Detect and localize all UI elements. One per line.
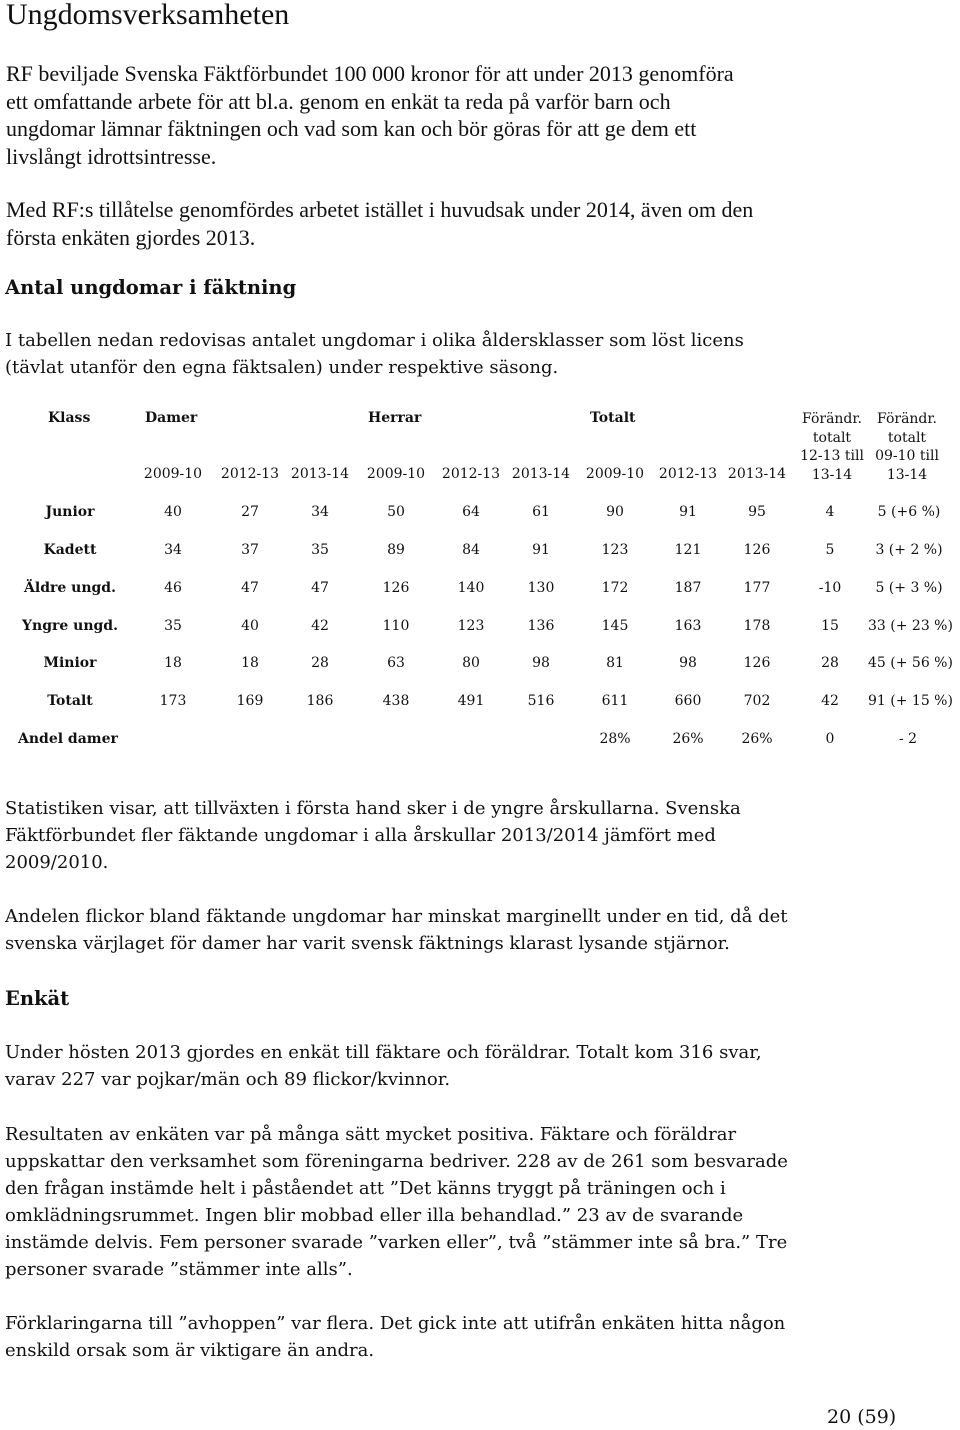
andel-label: Andel damer [18, 731, 118, 747]
stat-line: 2009/2010. [5, 852, 109, 873]
row-label: Junior [45, 504, 95, 520]
table-cell: 28 [311, 655, 329, 671]
header-change-1-line: 12-13 till [800, 448, 864, 464]
table-cell: 18 [241, 655, 259, 671]
table-cell: 61 [532, 504, 550, 520]
table-intro-paragraph [5, 327, 744, 381]
header-damer: Damer [145, 410, 198, 426]
section-title-enkat: Enkät [5, 987, 70, 1010]
season-header: 2012-13 [658, 466, 718, 482]
row-label: Totalt [47, 693, 93, 709]
table-cell: 15 [821, 618, 839, 634]
header-totalt: Totalt [590, 410, 636, 426]
table-cell: 126 [743, 542, 771, 558]
table-cell: 40 [241, 618, 259, 634]
rf-line: Med RF:s tillåtelse genomfördes arbetet istället i huvudsak under 2014, även om den [6, 197, 754, 222]
andel-cell: - 2 [898, 731, 918, 747]
table-cell: 516 [527, 693, 555, 709]
intro-line: RF beviljade Svenska Fäktförbundet 100 000 kronor för att under 2013 genomföra [6, 61, 734, 86]
forklaring-line: Förklaringarna till ”avhoppen” var flera. Det gick inte att utifrån enkäten hitta någon [5, 1313, 786, 1334]
enkat-paragraph [5, 1039, 762, 1093]
table-cell: 702 [743, 693, 771, 709]
season-header: 2012-13 [441, 466, 501, 482]
table-cell: 163 [674, 618, 702, 634]
andelen-paragraph [5, 903, 788, 957]
section-title-antal: Antal ungdomar i fäktning [5, 276, 297, 299]
table-cell: 172 [601, 580, 629, 596]
table-cell: 178 [743, 618, 771, 634]
table-cell: 187 [674, 580, 702, 596]
header-change-1-line: 13-14 [811, 466, 853, 483]
table-intro-line: (tävlat utanför den egna fäktsalen) under respektive säsong. [5, 357, 559, 378]
table-cell: 145 [601, 618, 629, 634]
result-line: Resultaten av enkäten var på många sätt mycket positiva. Fäktare och föräldrar [5, 1124, 737, 1145]
result-paragraph [5, 1121, 788, 1283]
result-line: uppskattar den verksamhet som föreningarna bedriver. 228 av de 261 som besvarade [5, 1151, 788, 1172]
result-line: omklädningsrummet. Ingen blir mobbad eller illa behandlad.” 23 av de svarande [5, 1205, 744, 1226]
table-cell: 35 [311, 542, 329, 558]
enkat-line: varav 227 var pojkar/män och 89 flickor/kvinnor. [5, 1069, 451, 1090]
table-cell: 169 [236, 693, 264, 709]
table-cell: 110 [382, 618, 410, 634]
table-cell: 611 [601, 693, 629, 709]
table-cell: 45 (+ 56 %) [868, 655, 953, 671]
header-change-1 [792, 410, 872, 484]
table-cell: 18 [164, 655, 182, 671]
table-cell: 33 (+ 23 %) [868, 618, 953, 634]
andel-cell: 26% [672, 731, 704, 747]
table-cell: 126 [743, 655, 771, 671]
rf-line: första enkäten gjordes 2013. [6, 224, 256, 250]
intro-line: livslångt idrottsintresse. [6, 143, 217, 169]
table-cell: 64 [462, 504, 480, 520]
forklaring-line: enskild orsak som är viktigare än andra. [5, 1340, 375, 1361]
table-cell: 46 [164, 580, 182, 596]
table-cell: 4 [825, 504, 835, 520]
header-change-2 [866, 410, 948, 484]
result-line: personer svarade ”stämmer inte alls”. [5, 1259, 353, 1280]
table-cell: 140 [457, 580, 485, 596]
table-cell: 80 [462, 655, 480, 671]
season-header: 2012-13 [220, 466, 280, 482]
row-label: Yngre ungd. [22, 618, 118, 634]
stat-line: Statistiken visar, att tillväxten i första hand sker i de yngre årskullarna. Svenska [5, 798, 741, 819]
table-cell: -10 [818, 580, 842, 596]
header-change-1-line: Förändr. [802, 411, 862, 427]
header-herrar: Herrar [368, 410, 422, 426]
table-cell: 81 [606, 655, 624, 671]
table-cell: 91 [532, 542, 550, 558]
intro-paragraph [6, 60, 734, 170]
andel-cell: 0 [825, 731, 835, 747]
table-cell: 491 [457, 693, 485, 709]
header-change-2-line: 13-14 [886, 466, 928, 483]
table-cell: 5 (+6 %) [877, 504, 941, 520]
table-cell: 186 [306, 693, 334, 709]
table-cell: 34 [164, 542, 182, 558]
andelen-line: Andelen flickor bland fäktande ungdomar har minskat marginellt under en tid, då det [5, 906, 788, 927]
enkat-line: Under hösten 2013 gjordes en enkät till fäktare och föräldrar. Totalt kom 316 svar, [5, 1042, 762, 1063]
table-cell: 47 [311, 580, 329, 596]
page-number: 20 (59) [827, 1406, 897, 1428]
intro-line: ungdomar lämnar fäktningen och vad som kan och bör göras för att ge dem ett [6, 116, 697, 141]
table-cell: 136 [527, 618, 555, 634]
table-cell: 37 [241, 542, 259, 558]
table-cell: 95 [748, 504, 766, 520]
stat-line: Fäktförbundet fler fäktande ungdomar i alla årskullar 2013/2014 jämfört med [5, 825, 716, 846]
season-header: 2013-14 [511, 466, 571, 482]
forklaring-paragraph [5, 1310, 785, 1364]
stat-paragraph [5, 795, 741, 876]
table-cell: 126 [382, 580, 410, 596]
table-cell: 89 [387, 542, 405, 558]
intro-line: ett omfattande arbete för att bl.a. genom en enkät ta reda på varför barn och [6, 88, 671, 114]
header-change-2-line: totalt [887, 429, 927, 446]
season-header: 2009-10 [366, 466, 426, 482]
table-cell: 84 [462, 542, 480, 558]
table-intro-line: I tabellen nedan redovisas antalet ungdomar i olika åldersklasser som löst licens [5, 330, 744, 351]
table-cell: 130 [527, 580, 555, 596]
table-cell: 28 [821, 655, 839, 671]
header-change-2-line: Förändr. [877, 411, 937, 427]
table-cell: 90 [606, 504, 624, 520]
table-cell: 42 [821, 693, 839, 709]
andel-cell: 26% [741, 731, 773, 747]
andel-cell: 28% [599, 731, 631, 747]
rf-paragraph [6, 196, 753, 251]
table-cell: 91 (+ 15 %) [868, 693, 953, 709]
table-cell: 177 [743, 580, 771, 596]
row-label: Äldre ungd. [24, 580, 116, 596]
table-cell: 173 [159, 693, 187, 709]
result-line: den frågan instämde helt i påståendet att ”Det känns tryggt på träningen och i [5, 1178, 726, 1199]
table-cell: 35 [164, 618, 182, 634]
result-line: instämde delvis. Fem personer svarade ”varken eller”, två ”stämmer inte så bra.” Tre [5, 1232, 788, 1253]
table-cell: 40 [164, 504, 182, 520]
table-cell: 42 [311, 618, 329, 634]
andelen-line: svenska värjlaget för damer har varit svensk fäktnings klarast lysande stjärnor. [5, 933, 730, 954]
row-label: Minior [43, 655, 97, 671]
table-cell: 438 [382, 693, 410, 709]
season-header: 2009-10 [143, 466, 203, 482]
table-cell: 34 [311, 504, 329, 520]
row-label: Kadett [43, 542, 97, 558]
season-header: 2009-10 [585, 466, 645, 482]
table-cell: 660 [674, 693, 702, 709]
table-cell: 123 [601, 542, 629, 558]
table-cell: 47 [241, 580, 259, 596]
table-cell: 50 [387, 504, 405, 520]
table-cell: 121 [674, 542, 702, 558]
table-cell: 5 [825, 542, 835, 558]
table-cell: 98 [532, 655, 550, 671]
table-cell: 123 [457, 618, 485, 634]
table-cell: 5 (+ 3 %) [875, 580, 943, 596]
table-cell: 91 [679, 504, 697, 520]
header-klass: Klass [48, 410, 91, 426]
table-cell: 3 (+ 2 %) [875, 542, 943, 558]
page-heading: Ungdomsverksamheten [6, 0, 290, 31]
header-change-2-line: 09-10 till [875, 448, 939, 464]
season-header: 2013-14 [727, 466, 787, 482]
table-cell: 98 [679, 655, 697, 671]
season-header: 2013-14 [290, 466, 350, 482]
table-cell: 63 [387, 655, 405, 671]
table-cell: 27 [241, 504, 259, 520]
header-change-1-line: totalt [812, 429, 852, 446]
